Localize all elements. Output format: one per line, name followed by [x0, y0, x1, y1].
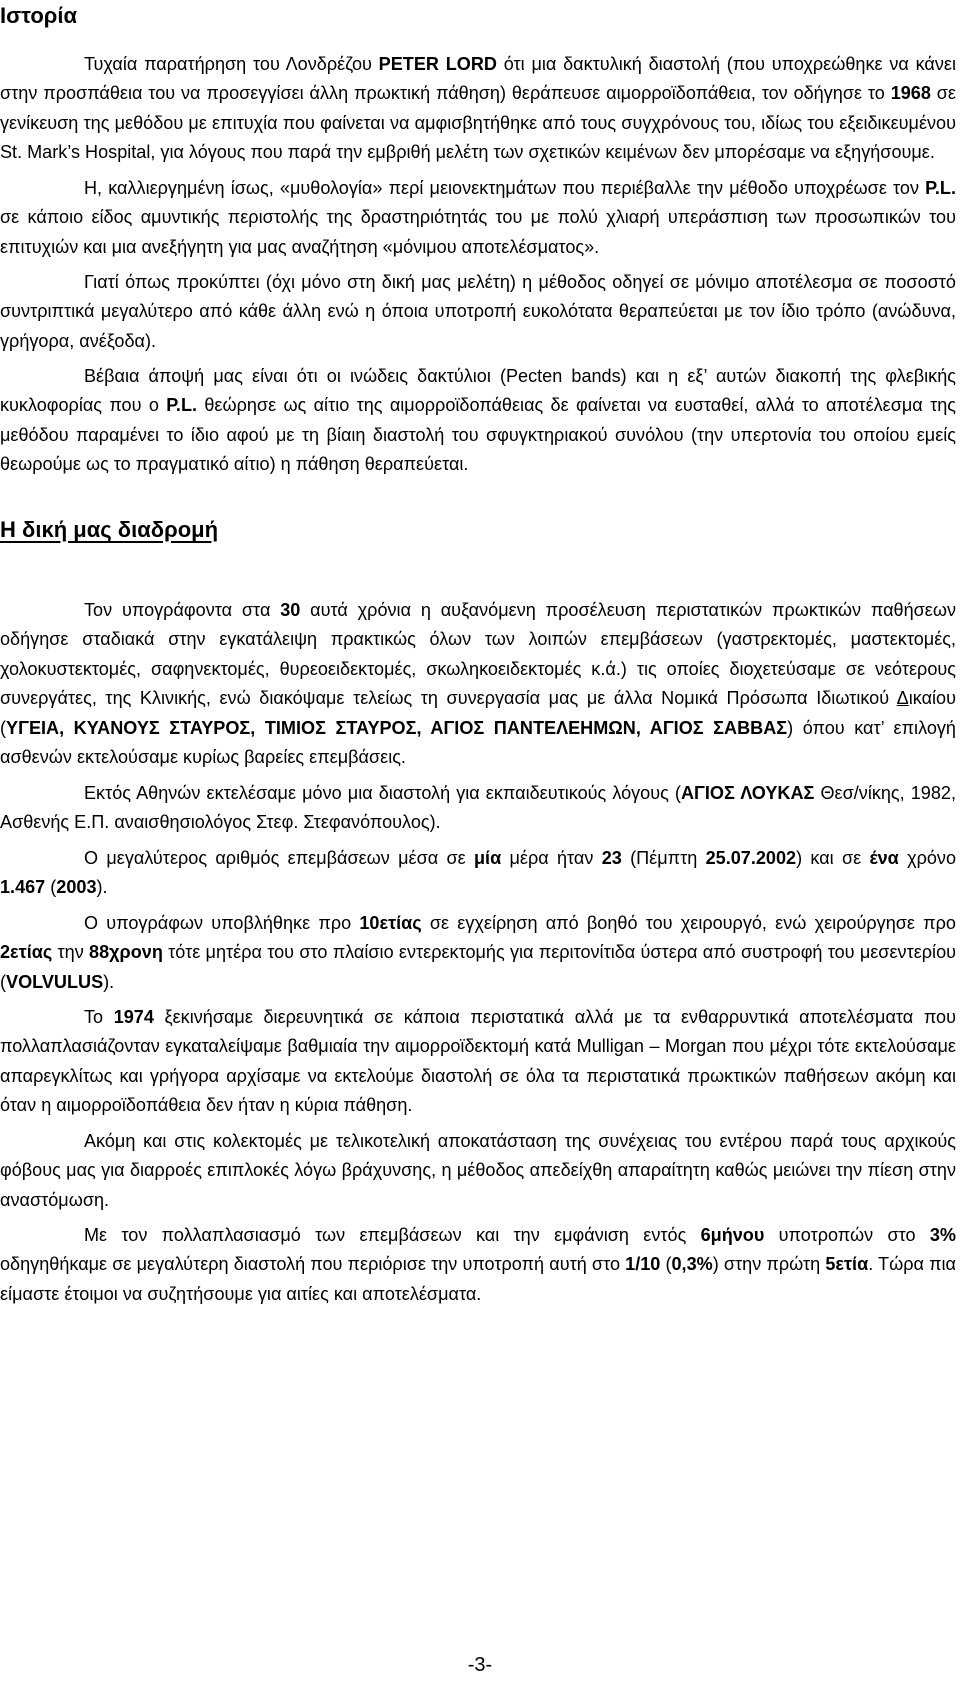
bold-text: 88χρονη [89, 942, 163, 963]
bold-text: 1/10 [625, 1254, 661, 1275]
bold-text: 3% [929, 1225, 956, 1245]
bold-text: P.L. [166, 395, 198, 416]
bold-text: 25.07.2002 [705, 848, 797, 868]
text-run: ). [103, 971, 115, 992]
paragraph [0, 268, 956, 356]
text-run: ) στην πρώτη [712, 1254, 826, 1275]
bold-text: 30 [280, 600, 301, 620]
text-run: Με τον πολλαπλασιασμό των επεμβάσεων και την εμφάνιση εντός [84, 1225, 701, 1245]
paragraph [0, 1003, 956, 1121]
paragraph [0, 174, 956, 262]
text-run: ( [660, 1254, 672, 1275]
bold-text: ΑΓΙΟΣ ΛΟΥΚΑΣ [680, 783, 815, 803]
bold-text: 2ετίας [0, 942, 53, 963]
text-run: ( [45, 877, 57, 898]
text-run: Βέβαια άποψή μας είναι ότι οι ινώδεις δακτύλιοι (Pecten bands) και η εξ’ αυτών διακοπή της φλεβικής κυκλοφορίας που ο [0, 366, 956, 416]
text-run: ) όπου κατ’ επιλογή ασθενών εκτελούσαμε κυρίως βαρείες επεμβάσεις. [0, 717, 956, 768]
bold-text: 10ετίας [359, 913, 422, 933]
text-run: οδηγηθήκαμε σε μεγαλύτερη διαστολή που περιόρισε την υποτροπή αυτή στο [0, 1254, 626, 1275]
text-run: Τον υπογράφοντα στα [84, 600, 281, 620]
text-run: ότι μια δακτυλική διαστολή (που υποχρεώθηκε να κάνει στην προσπάθεια του να προσεγγίσει άλλη πρωκτική πάθηση) θεράπευσε αιμορροϊδοπάθεια, τον οδήγησε το [0, 54, 956, 104]
paragraph [0, 596, 956, 773]
text-run: Ακόμη και στις κολεκτομές με τελικοτελική αποκατάσταση της συνέχειας του εντέρου παρά τους αρχικούς φόβους μας για διαρροές επιπλοκές λόγω βράχυνσης, η μέθοδος απεδείχθη απαραίτητη καθώς μειώνει την πίεση στην αναστόμωση. [0, 1131, 956, 1210]
page-number: -3- [467, 1654, 493, 1676]
text-run: θεώρησε ως αίτιο της αιμορροϊδοπάθειας δε φαίνεται να ευσταθεί, αλλά το αποτέλεσμα της μεθόδου παραμένει το ίδιο αφού με τη βίαιη διαστολή του σφυγκτηριακού συνόλου (την υπερτονία του οποίου εμείς θεωρούμε ως το πραγματικό αίτιο) η πάθηση θεραπεύεται. [0, 395, 956, 475]
text-run: Θεσ/νίκης, 1982, Ασθενής Ε.Π. αναισθησιολόγος Στεφ. Στεφανόπουλος). [0, 783, 956, 833]
paragraph [0, 844, 956, 903]
text-run: Ο υπογράφων υποβλήθηκε προ [84, 913, 360, 933]
section-title-history: Ιστορία [0, 3, 78, 28]
bold-text: VOLVULUS [6, 971, 104, 992]
text-run: την [52, 942, 90, 963]
bold-text: μία [474, 848, 502, 868]
text-run: τότε μητέρα του στο πλαίσιο εντερεκτομής για περιτονίτιδα ύστερα από συστροφή του μεσεντερίου ( [0, 942, 957, 992]
text-run: σε εγχείρηση από βοηθό του χειρουργό, ενώ χειρούργησε προ [421, 913, 956, 933]
text-run: ). [96, 877, 108, 898]
text-run: Τυχαία παρατήρηση του Λονδρέζου [84, 54, 379, 74]
bold-text: 5ετία [825, 1254, 869, 1275]
text-run: σε γενίκευση της μεθόδου με επιτυχία που φαίνεται να αμφισβητήθηκε από τους συγχρόνους του, ιδίως του εξειδικευμένου St. Mark’s Hospital, για λόγους που παρά την εμβριθή μελέτη των σχετικών κειμένων δεν μπορέσαμε να εξηγήσουμε. [0, 83, 956, 163]
text-run: Γιατί όπως προκύπτει (όχι μόνο στη δική μας μελέτη) η μέθοδος οδηγεί σε μόνιμο αποτέλεσμα σε ποσοστό συντριπτικά μεγαλύτερο από κάθε άλλη ενώ η όποια υποτροπή ευκολότατα θεραπεύεται με τον ίδιο τρόπο (ανώδυνα, γρήγορα, ανέξοδα). [0, 272, 956, 351]
bold-text: 6μήνου [700, 1225, 765, 1245]
bold-text: ένα [869, 848, 899, 868]
paragraph [0, 909, 956, 997]
text-run: χρόνο [898, 848, 957, 868]
text-run: ) και σε [796, 848, 870, 868]
text-run: Ο μεγαλύτερος αριθμός επεμβάσεων μέσα σε [84, 848, 474, 868]
text-run: (Πέμπτη [621, 848, 706, 868]
paragraph [0, 1127, 956, 1215]
bold-text: 0,3% [671, 1254, 713, 1275]
text-run: μέρα ήταν [501, 848, 602, 868]
bold-text: 1974 [113, 1007, 154, 1027]
text-run: . Τώρα πια είμαστε έτοιμοι να συζητήσουμε για αιτίες και αποτελέσματα. [0, 1254, 957, 1304]
paragraph [0, 50, 956, 168]
text-run: Εκτός Αθηνών εκτελέσαμε μόνο μια διαστολή για εκπαιδευτικούς λόγους ( [84, 783, 681, 803]
paragraph [0, 362, 956, 480]
bold-text: ΥΓΕΙΑ, ΚΥΑΝΟΥΣ ΣΤΑΥΡΟΣ, ΤΙΜΙΟΣ ΣΤΑΥΡΟΣ, ΑΓΙΟΣ ΠΑΝΤΕΛΕΗΜΩΝ, ΑΓΙΟΣ ΣΑΒΒΑΣ [6, 717, 788, 738]
bold-text: 2003 [56, 877, 97, 898]
text-run: ξεκινήσαμε διερευνητικά σε κάποια περιστατικά αλλά με τα ενθαρρυντικά αποτελέσματα που πολλαπλασιάζονταν εγκαταλείψαμε βαθμιαία την αιμορροϊδεκτομή κατά Mulligan – Morgan που μέχρι τότε εκτελούσαμε απαρεγκλίτως και γρήγορα αρχίσαμε να εκτελούμε διαστολή σε όλα τα περιστατικά πρωκτικών παθήσεων ακόμη και όταν η αιμορροϊδοπάθεια δεν ήταν η κύρια πάθηση. [0, 1007, 956, 1116]
bold-text: 1968 [890, 83, 931, 104]
paragraph [0, 779, 956, 838]
text-run: Η, καλλιεργημένη ίσως, «μυθολογία» περί μειονεκτημάτων που περιέβαλλε την μέθοδο υποχρέωσε τον [84, 178, 926, 198]
text-run: αυτά χρόνια η αυξανόμενη προσέλευση περιστατικών πρωκτικών παθήσεων οδήγησε σταδιακά στην εγκατάλειψη πρακτικώς όλων των λοιπών επεμβάσεων (γαστρεκτομές, μαστεκτομές, χολοκυστεκτομές, σαφηνεκτομές, θυρεοειδεκτομές, σκωληκοειδεκτομές κ.ά.) τις οποίες διοχετεύσαμε σε νεότερους συνεργάτες, της Κλινικής, ενώ διακόψαμε τελείως τη συνεργασία μας με άλλα Νομικά Πρόσωπα Ιδιωτικού [0, 600, 956, 709]
underlined-text: Δ [896, 688, 909, 709]
paragraph [0, 1221, 956, 1309]
bold-text: P.L. [925, 178, 956, 198]
text-run: ικαίου ( [0, 688, 956, 738]
text-run: Το [84, 1007, 114, 1027]
text-run: υποτροπών στο [764, 1225, 930, 1245]
bold-text: 23 [601, 848, 622, 868]
section-title-our-route: Η δική μας διαδρομή [0, 517, 219, 542]
text-run: σε κάποιο είδος αμυντικής περιστολής της δραστηριότητάς του με πολύ χλιαρή υπεράσπιση των προσωπικών του επιτυχιών και μια ανεξήγητη για μας αναζήτηση «μόνιμου αποτελέσματος». [0, 207, 956, 257]
bold-text: 1.467 [0, 877, 46, 898]
bold-text: PETER LORD [378, 54, 497, 74]
